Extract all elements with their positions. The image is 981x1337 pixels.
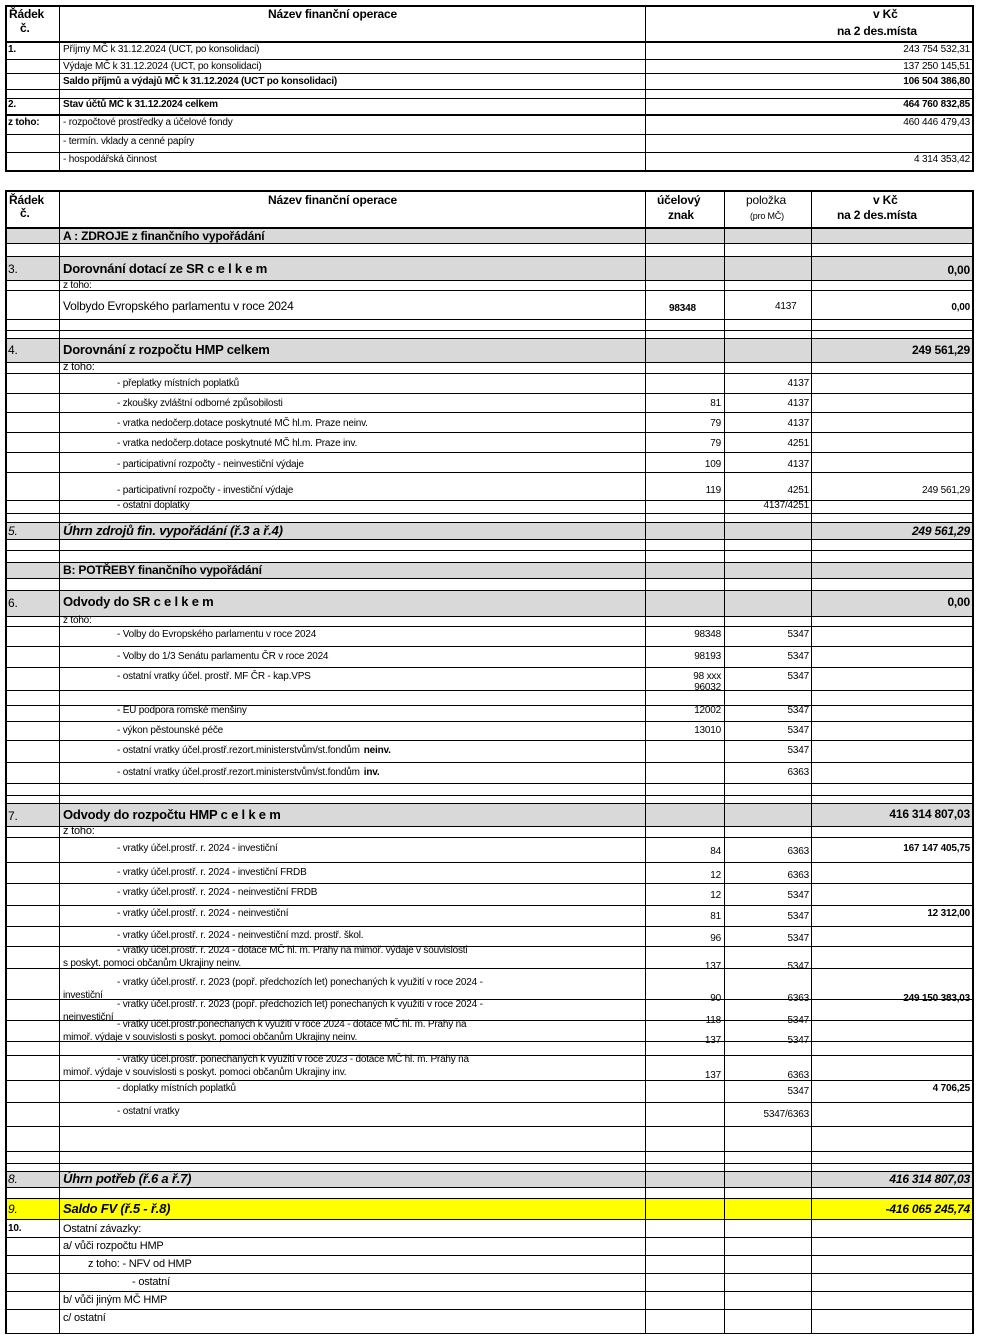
row-6-item-label-text: - EU podpora romské menšiny [117,705,247,716]
row-7-item-value: 249 150 383,03 [903,993,970,1004]
grid-hline [5,762,974,763]
row-7-item-uz: 137 [704,1070,721,1081]
row-7-item-value: 12 312,00 [927,908,970,919]
row-7-item-uz: 96 [710,933,721,944]
row-10-item-b: b/ vůči jiným MČ HMP [63,1294,168,1306]
summary-row-number: z toho: [8,117,40,128]
grid-hline [5,926,974,927]
row-6-item-pol: 5347 [787,705,809,716]
grid-hline [5,837,974,838]
row-7-item-pol: 5347 [787,933,809,944]
grid-hline [5,795,974,796]
grid-hline [5,73,974,74]
row-7-item-pol: 6363 [787,993,809,1004]
grid-hline [5,740,974,741]
row-3-sub-pol: 4137 [775,301,797,312]
row-7-item-label: - vratky účel.prostř. ponechaných k využití v roce 2023 - dotace MČ hl. m. Prahy na [117,1054,469,1065]
row-6-item-uz: 12002 [694,705,721,716]
row-4-item-label: - vratka nedočerp.dotace poskytnuté MČ hl.m. Praze inv. [117,438,358,449]
grid-hline [5,190,974,192]
section-b-title: B: POTŘEBY finančního vypořádání [63,563,262,577]
grid-hline [5,5,974,7]
row-10-item-a: a/ vůči rozpočtu HMP [63,1240,164,1252]
row-7-item-uz: 137 [704,1035,721,1046]
grid-hline [5,1291,974,1292]
grid-vline [972,5,974,171]
row-4-item-pol: 4137/4251 [763,500,809,511]
row-4-label: Dorovnání z rozpočtu HMP celkem [63,342,270,357]
row-6-item-uz: 98348 [694,629,721,640]
row-4-item-label: - participativní rozpočty - investiční výdaje [117,485,294,496]
grid-hline [5,550,974,551]
row-7-item-label-cont: neinvestiční [63,1012,114,1023]
grid-hline [5,1309,974,1310]
row-4-item-uz: 79 [710,438,721,449]
row-6-label: Odvody do SR c e l k e m [63,594,214,609]
grid-hline [5,539,974,540]
main-header-uz-1: účelový [657,193,701,207]
row-7-item-label: - vratky účel.prostř. r. 2024 - neinvestiční mzd. prostř. škol. [117,930,364,941]
row-6-item-label-text: - ostatní vratky účel.prostř.rezort.ministerstvům/st.fondům [117,767,360,778]
row-7-item-pol: 6363 [787,870,809,881]
grid-hline [5,373,974,374]
row-6-item-label-bold: inv. [363,767,380,778]
grid-hline [5,114,974,116]
main-header-vkc: v Kč [873,193,898,207]
row-7-item-pol: 5347 [787,890,809,901]
summary-row-value: 460 446 479,43 [903,117,970,128]
row-4-item-pol: 4137 [787,418,809,429]
row-7-item-pol: 5347 [787,1015,809,1026]
grid-hline [5,783,974,784]
grid-hline [5,626,974,627]
row-4-item-pol: 4251 [787,485,809,496]
row-7-item-label-cont: investiční [63,990,103,1001]
row-4-item-pol: 4137 [787,459,809,470]
row-4-item-pol: 4137 [787,398,809,409]
row-7-number: 7. [8,809,18,823]
summary-header-name: Název finanční operace [268,7,397,21]
row-6-item-label [117,746,391,756]
row-4-item-label: - participativní rozpočty - neinvestiční výdaje [117,459,304,470]
grid-hline [5,432,974,433]
summary-row-label: - rozpočtové prostředky a účelové fondy [63,117,233,128]
grid-hline [5,319,974,320]
row-7-item-label: - vratky účel.prostř.ponechaných k využití v roce 2024 - dotace MČ hl. m. Prahy na [117,1019,467,1030]
row-6-item-label [117,630,316,640]
summary-row-value: 4 314 353,42 [914,154,970,165]
row-9-label: Saldo FV (ř.5 - ř.8) [63,1201,171,1216]
summary-row-value: 137 250 145,51 [903,61,970,72]
row-7-item-pol: 6363 [787,1070,809,1081]
grid-hline [5,1273,974,1274]
grid-hline [5,826,974,827]
row-7-value: 416 314 807,03 [889,807,970,821]
row-8-number: 8. [8,1172,18,1186]
grid-hline [5,134,974,135]
row-6-item-pol: 5347 [787,651,809,662]
row-6-item-label-text: - výkon pěstounské péče [117,725,224,736]
grid-hline [5,338,974,339]
main-header-name: Název finanční operace [268,193,397,207]
row-4-item-label: - zkoušky zvláštní odborné způsobilosti [117,398,283,409]
main-header-radek: Řádek [9,193,45,207]
row-4-item-value: 249 561,29 [921,485,970,496]
row-10-item-nfv: z toho: - NFV od HMP [88,1258,192,1270]
row-7-item-pol: 5347 [787,961,809,972]
row-9-number: 9. [8,1202,18,1216]
row-5-label: Úhrn zdrojů fin. vypořádání (ř.3 a ř.4) [63,523,283,538]
row-6-ztoho: z toho: [63,615,92,626]
grid-vline [645,5,646,171]
row-7-item-uz: 84 [710,846,721,857]
grid-hline [5,1163,974,1164]
row-8-value: 416 314 807,03 [889,1172,970,1186]
row-9-value: -416 065 245,74 [885,1202,970,1216]
row-6-item-uz: 98193 [694,651,721,662]
grid-vline [59,5,60,171]
summary-row-label: - termín. vklady a cenné papíry [63,136,195,147]
row-6-item-pol: 5347 [787,725,809,736]
grid-hline [5,280,974,281]
grid-hline [5,1187,974,1188]
grid-hline [5,862,974,863]
row-7-item-label-cont: mimoř. výdaje v souvislosti s poskyt. pomoci občanům Ukrajiny neinv. [63,1032,358,1043]
grid-hline [5,590,974,591]
grid-hline [5,472,974,473]
row-4-item-label: - přeplatky místních poplatků [117,378,240,389]
grid-hline [5,905,974,906]
grid-hline [5,256,974,257]
grid-hline [5,1126,974,1127]
grid-hline [5,393,974,394]
grid-hline [5,152,974,153]
row-7-item-label: - vratky účel.prostř. r. 2024 - investiční FRDB [117,867,307,878]
summary-row-label: Stav účtů MČ k 31.12.2024 celkem [63,99,218,110]
grid-hline [5,1080,974,1081]
row-7-item-label-cont: s poskyt. pomoci občanům Ukrajiny neinv. [63,958,242,969]
row-7-item-uz: 12 [710,870,721,881]
row-4-value: 249 561,29 [911,343,970,357]
row-5-number: 5. [8,524,18,538]
grid-hline [5,667,974,668]
row-4-item-pol: 4137 [787,378,809,389]
row-7-item-label: - vratky účel.prostř. r. 2024 - neinvestiční FRDB [117,887,318,898]
row-7-item-value: 4 706,25 [932,1083,970,1094]
row-7-item-label: - vratky účel.prostř. r. 2023 (popř. předchozích let) ponechaných k využití v roce 2024 - [117,977,483,988]
row-7-item-label: - doplatky místních poplatků [117,1083,236,1094]
grid-hline [5,513,974,514]
grid-hline [5,1102,974,1103]
grid-hline [5,1219,974,1220]
row-10-item-other: - ostatní [132,1276,170,1288]
grid-hline [5,803,974,804]
row-6-item-label-text: - Volby do Evropského parlamentu v roce 2024 [117,629,317,640]
row-6-item-pol: 5347 [787,745,809,756]
row-7-item-value: 167 147 405,75 [903,843,970,854]
row-7-item-label: - vratky účel.prostř. r. 2024 - investiční [117,843,278,854]
row-10-item-c: c/ ostatní [63,1312,106,1324]
row-6-value: 0,00 [947,595,970,609]
row-6-item-label [117,726,223,736]
grid-hline [5,646,974,647]
grid-vline [5,5,7,171]
row-5-value: 249 561,29 [911,524,970,538]
row-7-item-pol: 6363 [787,846,809,857]
grid-hline [5,616,974,617]
row-8-label: Úhrn potřeb (ř.6 a ř.7) [63,1171,192,1186]
row-3-ztoho: z toho: [63,280,92,291]
grid-hline [5,243,974,244]
row-3-number: 3. [8,262,18,276]
grid-hline [5,721,974,722]
row-4-item-label: - vratka nedočerp.dotace poskytnuté MČ hl.m. Praze neinv. [117,418,368,429]
row-3-label: Dorovnání dotací ze SR c e l k e m [63,261,268,276]
grid-hline [5,59,974,60]
grid-hline [5,1237,974,1238]
summary-row-label: Výdaje MČ k 31.12.2024 (UCT, po konsolidaci) [63,61,262,72]
row-10-number: 10. [8,1223,22,1234]
summary-row-value: 106 504 386,80 [903,76,970,87]
grid-hline [5,1198,974,1199]
row-6-item-pol: 5347 [787,629,809,640]
main-header-uz-2: znak [668,208,694,222]
row-6-item-label-text: - Volby do 1/3 Senátu parlamentu ČR v roce 2024 [117,651,329,662]
grid-hline [5,1333,974,1334]
section-a-title: A : ZDROJE z finančního vypořádání [63,229,265,243]
summary-header-radek: Řádek [9,7,45,21]
row-4-item-uz: 79 [710,418,721,429]
row-7-item-label: - vratky účel.prostř. r. 2024 - neinvestiční [117,908,289,919]
row-7-ztoho: z toho: [63,825,95,837]
row-4-item-uz: 81 [710,398,721,409]
summary-row-value: 243 754 532,31 [903,44,970,55]
grid-hline [5,41,974,43]
main-header-c: č. [20,206,30,220]
row-7-item-uz: 118 [705,1015,721,1026]
summary-row-label: Příjmy MČ k 31.12.2024 (UCT, po konsolidaci) [63,44,260,55]
row-6-item-label [117,652,328,662]
row-6-item-uz: 98 xxx [693,671,721,682]
grid-hline [5,690,974,691]
row-4-item-uz: 119 [705,485,721,496]
row-7-label: Odvody do rozpočtu HMP c e l k e m [63,807,281,822]
grid-hline [5,883,974,884]
grid-hline [5,1255,974,1256]
row-7-item-label-cont: mimoř. výdaje v souvislosti s poskyt. pomoci občanům Ukrajiny inv. [63,1067,347,1078]
row-4-item-pol: 4251 [787,438,809,449]
row-7-item-pol: 5347 [787,1035,809,1046]
row-4-ztoho: z toho: [63,361,95,373]
main-header-pol-2: (pro MČ) [750,211,784,221]
row-7-item-uz: 81 [710,911,721,922]
row-3-sub-value: 0,00 [951,302,970,313]
row-6-item-label [117,768,379,778]
summary-row-number: 1. [8,44,16,55]
row-7-item-label: - vratky účel.prostř. r. 2024 - dotace MČ hl. m. Prahy na mimoř. výdaje v souvislosti [117,945,468,956]
grid-hline [5,452,974,453]
row-6-item-label-text: - ostatní vratky účel. prostř. MF ČR - kap.VPS [117,671,311,682]
summary-row-number: 2. [8,99,16,110]
row-6-item-pol: 6363 [787,767,809,778]
grid-hline [5,1151,974,1152]
row-6-number: 6. [8,596,18,610]
summary-header-vkc: v Kč [873,7,898,21]
grid-hline [5,89,974,90]
row-6-item-label [117,706,247,716]
row-4-number: 4. [8,343,18,357]
summary-header-decimals: na 2 des.místa [837,24,917,38]
row-3-value: 0,00 [947,263,970,277]
main-header-decimals: na 2 des.místa [837,208,917,222]
summary-row-value: 464 760 832,85 [903,99,970,110]
row-7-item-uz: 12 [710,890,721,901]
summary-row-label: - hospodářská činnost [63,154,157,165]
summary-header-c: č. [20,21,30,35]
row-7-item-label: - ostatní vratky [117,1106,180,1117]
row-7-item-uz: 137 [704,961,721,972]
grid-hline [5,170,974,172]
row-7-item-uz: 90 [710,993,721,1004]
row-4-item-uz: 109 [704,459,721,470]
row-7-item-pol: 5347 [787,911,809,922]
row-6-item-uz2: 96032 [694,682,721,693]
row-3-sub-label: Volbydo Evropského parlamentu v roce 2024 [63,299,294,313]
grid-hline [5,412,974,413]
summary-row-label: Saldo příjmů a výdajů MČ k 31.12.2024 (UCT po konsolidaci) [63,76,338,87]
row-10-label: Ostatní závazky: [63,1223,142,1235]
grid-hline [5,330,974,331]
row-6-item-label [117,672,311,682]
row-6-item-label-bold: neinv. [363,745,391,756]
grid-hline [5,290,974,291]
row-6-item-pol: 5347 [787,671,809,682]
row-6-item-label-text: - ostatní vratky účel.prostř.rezort.ministerstvům/st.fondům [117,745,360,756]
row-6-item-uz: 13010 [694,725,721,736]
row-4-item-label: - ostatní doplatky [117,500,190,511]
row-7-item-pol: 5347/6363 [763,1109,809,1120]
row-7-item-label: - vratky účel.prostř. r. 2023 (popř. předchozích let) ponechaných k využití v roce 2024 - [117,999,483,1010]
row-3-sub-uz: 98348 [669,303,696,314]
main-header-pol-1: položka [746,193,786,207]
grid-hline [5,578,974,579]
row-7-item-pol: 5347 [787,1086,809,1097]
grid-hline [5,362,974,363]
